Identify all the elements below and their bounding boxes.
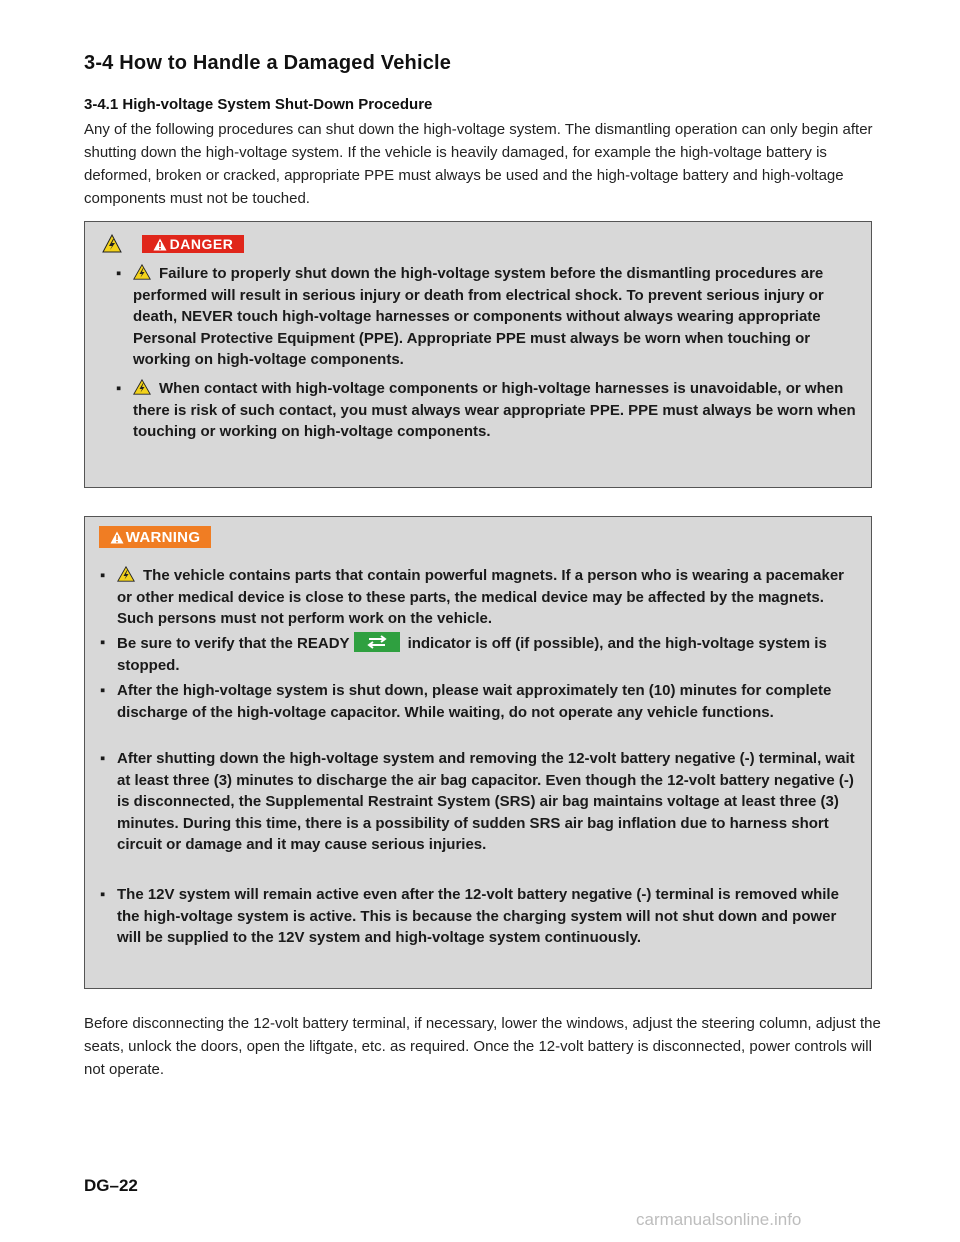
- danger-item-text: When contact with high-voltage components or high-voltage harnesses is unavoidable, or when there is risk of such contact, you must always wear appropriate PPE. PPE must always be worn when touching or working on high-voltage components.: [133, 380, 856, 440]
- warning-item: [100, 565, 860, 630]
- bullet: ▪: [100, 750, 106, 767]
- bullet: ▪: [116, 265, 122, 282]
- watermark: carmanualsonline.info: [636, 1210, 802, 1229]
- danger-badge: [142, 235, 244, 253]
- warning-item: [100, 680, 860, 723]
- bullet: ▪: [116, 380, 122, 397]
- danger-item-text: Failure to properly shut down the high-voltage system before the dismantling procedures are performed will result in serious injury or death from electrical shock. To prevent serious injury or death, NEVER touch high-voltage harnesses or components without always wearing appropriate Personal Protective Equipment (PPE). Appropriate PPE must always be worn when touching or working on high-voltage components.: [133, 265, 824, 368]
- page-title: 3-4 How to Handle a Damaged Vehicle: [84, 52, 452, 74]
- high-voltage-warning-icon: [117, 566, 135, 582]
- high-voltage-warning-icon: [133, 379, 151, 395]
- outro-paragraph: Before disconnecting the 12-volt battery terminal, if necessary, lower the windows, adjust the steering column, adjust the seats, unlock the doors, open the liftgate, etc. as required. Once the 12-volt battery is disconnected, power controls will not operate.: [84, 1015, 881, 1078]
- section-heading: 3-4.1 High-voltage System Shut-Down Procedure: [84, 96, 433, 113]
- intro-paragraph: Any of the following procedures can shut down the high-voltage system. The dismantling operation can only begin after shutting down the high-voltage system. If the vehicle is heavily damaged, for example the high-voltage battery is deformed, broken or cracked, appropriate PPE must always be used and the high-voltage battery and high-voltage components must not be touched.: [84, 121, 873, 207]
- warning-item: [100, 632, 860, 676]
- warning-item-text: The 12V system will remain active even after the 12-volt battery negative (-) terminal is removed while the high-voltage system is active. This is because the charging system will not shut down and power will be supplied to the 12V system and high-voltage system continuously.: [117, 886, 839, 946]
- warning-item-text: After the high-voltage system is shut down, please wait approximately ten (10) minutes for complete discharge of the high-voltage capacitor. While waiting, do not operate any vehicle functions.: [117, 682, 832, 721]
- warning-item-text: indicator is off (if possible), and the high-voltage system is stopped.: [117, 635, 827, 674]
- ready-indicator-icon: [354, 632, 400, 652]
- ready-arrows-icon: [354, 632, 400, 652]
- warning-item: [100, 884, 860, 949]
- bullet: ▪: [100, 634, 106, 651]
- danger-item: [116, 263, 861, 371]
- danger-item: [116, 378, 861, 443]
- warning-item: [100, 748, 860, 856]
- page-number: DG–22: [84, 1176, 138, 1195]
- warning-item-text: The vehicle contains parts that contain powerful magnets. If a person who is wearing a pacemaker or other medical device is close to these parts, the medical device may be affected by the magnets. Such persons must not perform work on the vehicle.: [117, 567, 845, 627]
- high-voltage-warning-icon: [133, 264, 151, 280]
- warning-label: WARNING: [125, 528, 201, 546]
- bullet: ▪: [100, 682, 106, 699]
- warning-badge: [99, 526, 211, 548]
- warning-item-text: After shutting down the high-voltage system and removing the 12-volt battery negative (-) terminal, wait at least three (3) minutes to discharge the air bag capacitor. Even though the 12-volt battery negative (-) is disconnected, the Supplemental Restraint System (SRS) air bag maintains voltage at least three (3) minutes. During this time, there is a possibility of sudden SRS air bag inflation due to harness short circuit or damage and it may cause serious injuries.: [117, 750, 855, 853]
- danger-triangle-icon: [153, 238, 167, 251]
- high-voltage-warning-icon: [102, 234, 122, 254]
- warning-triangle-icon: [110, 531, 124, 544]
- bullet: ▪: [100, 886, 106, 903]
- warning-item-text: Be sure to verify that the READY: [117, 635, 350, 652]
- bullet: ▪: [100, 567, 106, 584]
- danger-label: DANGER: [169, 236, 234, 252]
